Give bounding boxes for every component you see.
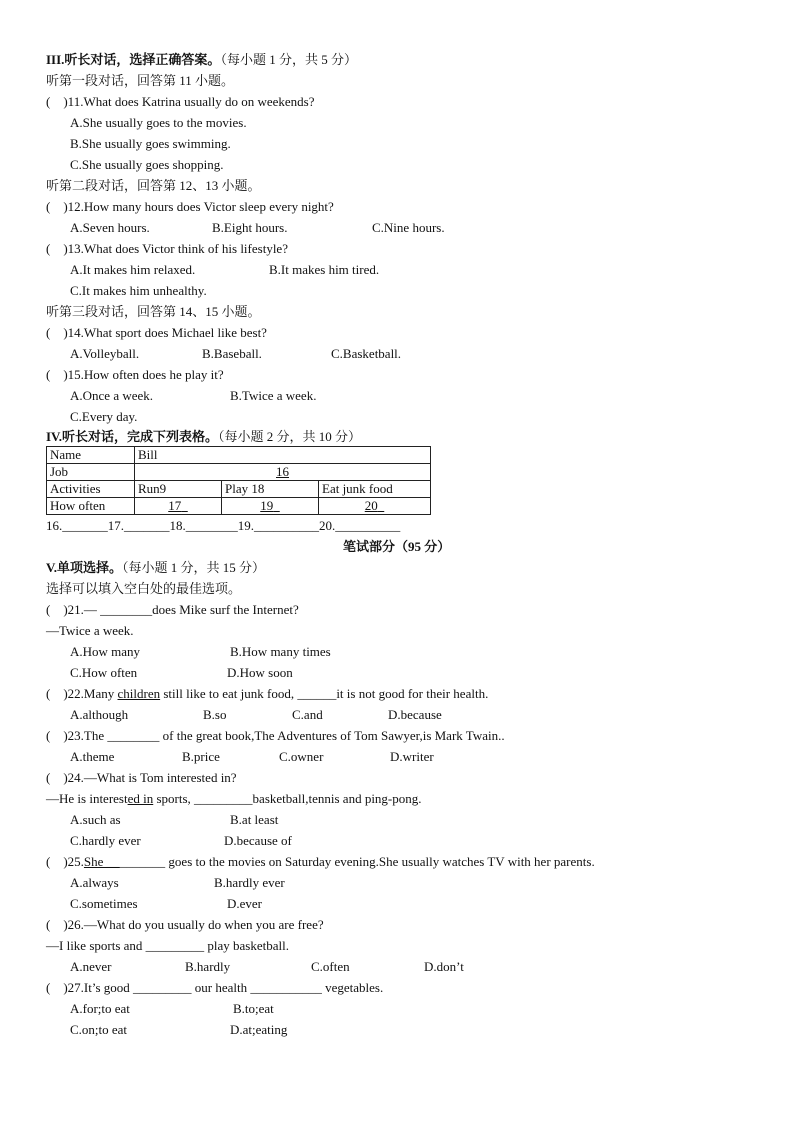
q24-option-d: D.because of <box>224 833 292 848</box>
q26-reply: —I like sports and _________ play basketball. <box>46 938 289 953</box>
q24-option-c: C.hardly ever <box>70 833 141 848</box>
section5-title: V.单项选择。 <box>46 560 122 575</box>
section4-title: IV.听长对话，完成下列表格。 <box>46 429 219 444</box>
q25-option-a: A.always <box>70 875 119 890</box>
q23-option-b: B.price <box>182 749 220 764</box>
q26-option-a: A.never <box>70 959 112 974</box>
blank-number: 20 <box>364 498 378 513</box>
q22-option-a: A.although <box>70 707 129 722</box>
q15-question <box>46 366 224 384</box>
q24-reply-underlined: ed in <box>127 791 154 806</box>
q26-text: 26.—What do you usually do when you are free? <box>67 917 324 932</box>
table-row <box>47 481 431 498</box>
section5-score: （每小题 1 分，共 15 分） <box>121 560 265 575</box>
blank-number: 16 <box>276 464 289 479</box>
q21-option-b: B.How many times <box>230 644 331 659</box>
info-table <box>46 446 431 515</box>
table-cell-label: Activities <box>47 481 135 498</box>
q24-option-b: B.at least <box>230 812 279 827</box>
answer-paren[interactable]: ( ) <box>46 199 68 214</box>
q24-reply-text: —He is interest <box>46 791 128 806</box>
q22-option-b: B.so <box>203 707 227 722</box>
q27-text: 27.It’s good _________ our health ___________ vegetables. <box>67 980 384 995</box>
blank-number: 19 <box>260 498 274 513</box>
table-cell-blank[interactable] <box>135 498 222 515</box>
q15-option-b: B.Twice a week. <box>230 388 317 403</box>
section3-title: III.听长对话，选择正确答案。 <box>46 52 221 67</box>
q15-option-c: C.Every day. <box>70 409 138 424</box>
table-cell-blank[interactable] <box>135 464 431 481</box>
answer-blanks[interactable]: 16._______17._______18.________19.__________20.__________ <box>46 518 401 533</box>
q25-option-b: B.hardly ever <box>214 875 285 890</box>
answer-paren[interactable]: ( ) <box>46 367 68 382</box>
q24-option-a: A.such as <box>70 812 121 827</box>
q14-option-a: A.Volleyball. <box>70 346 140 361</box>
q26-option-d: D.don’t <box>424 959 464 974</box>
q12-option-b: B.Eight hours. <box>212 220 288 235</box>
q21-question <box>46 601 299 619</box>
q11-option-b: B.She usually goes swimming. <box>70 136 231 151</box>
q12-text: 12.How many hours does Victor sleep every night? <box>67 199 334 214</box>
table-cell-label: How often <box>47 498 135 515</box>
q11-question <box>46 93 314 111</box>
answer-paren[interactable]: ( ) <box>46 854 68 869</box>
section3-score: （每小题 1 分，共 5 分） <box>220 52 357 67</box>
table-cell-label: Name <box>47 447 135 464</box>
table-row <box>47 447 431 464</box>
q14-option-b: B.Baseball. <box>202 346 262 361</box>
q12-option-a: A.Seven hours. <box>70 220 150 235</box>
q15-option-a: A.Once a week. <box>70 388 154 403</box>
answer-paren[interactable]: ( ) <box>46 980 68 995</box>
table-cell-blank[interactable] <box>222 498 319 515</box>
table-cell-blank[interactable] <box>319 498 431 515</box>
q24-reply <box>46 790 422 808</box>
section3-heading <box>46 51 357 69</box>
q21-option-d: D.How soon <box>227 665 293 680</box>
written-part-title: 笔试部分（95 分） <box>343 539 451 554</box>
section4-heading <box>46 428 361 446</box>
q25-question <box>46 853 595 871</box>
answer-paren[interactable]: ( ) <box>46 325 68 340</box>
q21-text: 21.— ________does Mike surf the Internet? <box>67 602 299 617</box>
section3-intro2: 听第二段对话，回答第 12、13 小题。 <box>46 178 261 193</box>
table-cell-value: Play 18 <box>222 481 319 498</box>
q22-text-underlined: children <box>117 686 161 701</box>
q24-reply-rest: sports, _________basketball,tennis and ping-pong. <box>153 791 422 806</box>
q11-option-a: A.She usually goes to the movies. <box>70 115 247 130</box>
q23-question <box>46 727 505 745</box>
q22-question <box>46 685 488 703</box>
q12-question <box>46 198 334 216</box>
section5-instruction: 选择可以填入空白处的最佳选项。 <box>46 581 242 596</box>
q22-text-rest: still like to eat junk food, ______it is not good for their health. <box>160 686 489 701</box>
q23-option-c: C.owner <box>279 749 324 764</box>
q22-option-d: D.because <box>388 707 442 722</box>
q27-option-b: B.to;eat <box>233 1001 274 1016</box>
answer-paren[interactable]: ( ) <box>46 770 68 785</box>
q21-option-c: C.How often <box>70 665 138 680</box>
answer-paren[interactable]: ( ) <box>46 241 68 256</box>
q13-option-a: A.It makes him relaxed. <box>70 262 196 277</box>
q14-option-c: C.Basketball. <box>331 346 402 361</box>
q25-option-c: C.sometimes <box>70 896 138 911</box>
q13-option-c: C.It makes him unhealthy. <box>70 283 207 298</box>
answer-paren[interactable]: ( ) <box>46 602 68 617</box>
q23-option-d: D.writer <box>390 749 434 764</box>
q25-option-d: D.ever <box>227 896 263 911</box>
q15-text: 15.How often does he play it? <box>67 367 224 382</box>
q23-option-a: A.theme <box>70 749 115 764</box>
q14-text: 14.What sport does Michael like best? <box>67 325 267 340</box>
section3-intro3: 听第三段对话，回答第 14、15 小题。 <box>46 304 261 319</box>
section4-score: （每小题 2 分，共 10 分） <box>218 429 362 444</box>
q25-text-underlined: She __ <box>83 854 120 869</box>
answer-paren[interactable]: ( ) <box>46 917 68 932</box>
answer-paren[interactable]: ( ) <box>46 686 68 701</box>
table-cell-value: Run9 <box>135 481 222 498</box>
table-row <box>47 498 431 515</box>
table-cell-value: Bill <box>135 447 431 464</box>
q24-question <box>46 769 237 787</box>
q11-option-c: C.She usually goes shopping. <box>70 157 224 172</box>
q13-text: 13.What does Victor think of his lifestyle? <box>67 241 288 256</box>
table-row <box>47 464 431 481</box>
q14-question <box>46 324 267 342</box>
answer-paren[interactable]: ( ) <box>46 728 68 743</box>
q27-option-c: C.on;to eat <box>70 1022 128 1037</box>
q23-text: 23.The ________ of the great book,The Adventures of Tom Sawyer,is Mark Twain.. <box>67 728 505 743</box>
table-cell-value: Eat junk food <box>319 481 431 498</box>
section3-intro1: 听第一段对话，回答第 11 小题。 <box>46 73 235 88</box>
section5-heading <box>46 559 265 577</box>
q22-option-c: C.and <box>292 707 323 722</box>
q22-text: 22.Many <box>67 686 118 701</box>
q26-question <box>46 916 324 934</box>
q21-reply: —Twice a week. <box>46 623 134 638</box>
q26-option-c: C.often <box>311 959 350 974</box>
q27-option-a: A.for;to eat <box>70 1001 130 1016</box>
q25-text: 25. <box>67 854 84 869</box>
q21-option-a: A.How many <box>70 644 141 659</box>
q13-option-b: B.It makes him tired. <box>269 262 380 277</box>
q11-text: 11.What does Katrina usually do on weekends? <box>67 94 315 109</box>
q24-text: 24.—What is Tom interested in? <box>67 770 237 785</box>
q27-option-d: D.at;eating <box>230 1022 288 1037</box>
q27-question <box>46 979 383 997</box>
table-cell-label: Job <box>47 464 135 481</box>
q12-option-c: C.Nine hours. <box>372 220 445 235</box>
blank-number: 17 <box>168 498 182 513</box>
q25-text-rest: _______ goes to the movies on Saturday evening.She usually watches TV with her parents. <box>119 854 595 869</box>
answer-paren[interactable]: ( ) <box>46 94 68 109</box>
q26-option-b: B.hardly <box>185 959 231 974</box>
q13-question <box>46 240 288 258</box>
